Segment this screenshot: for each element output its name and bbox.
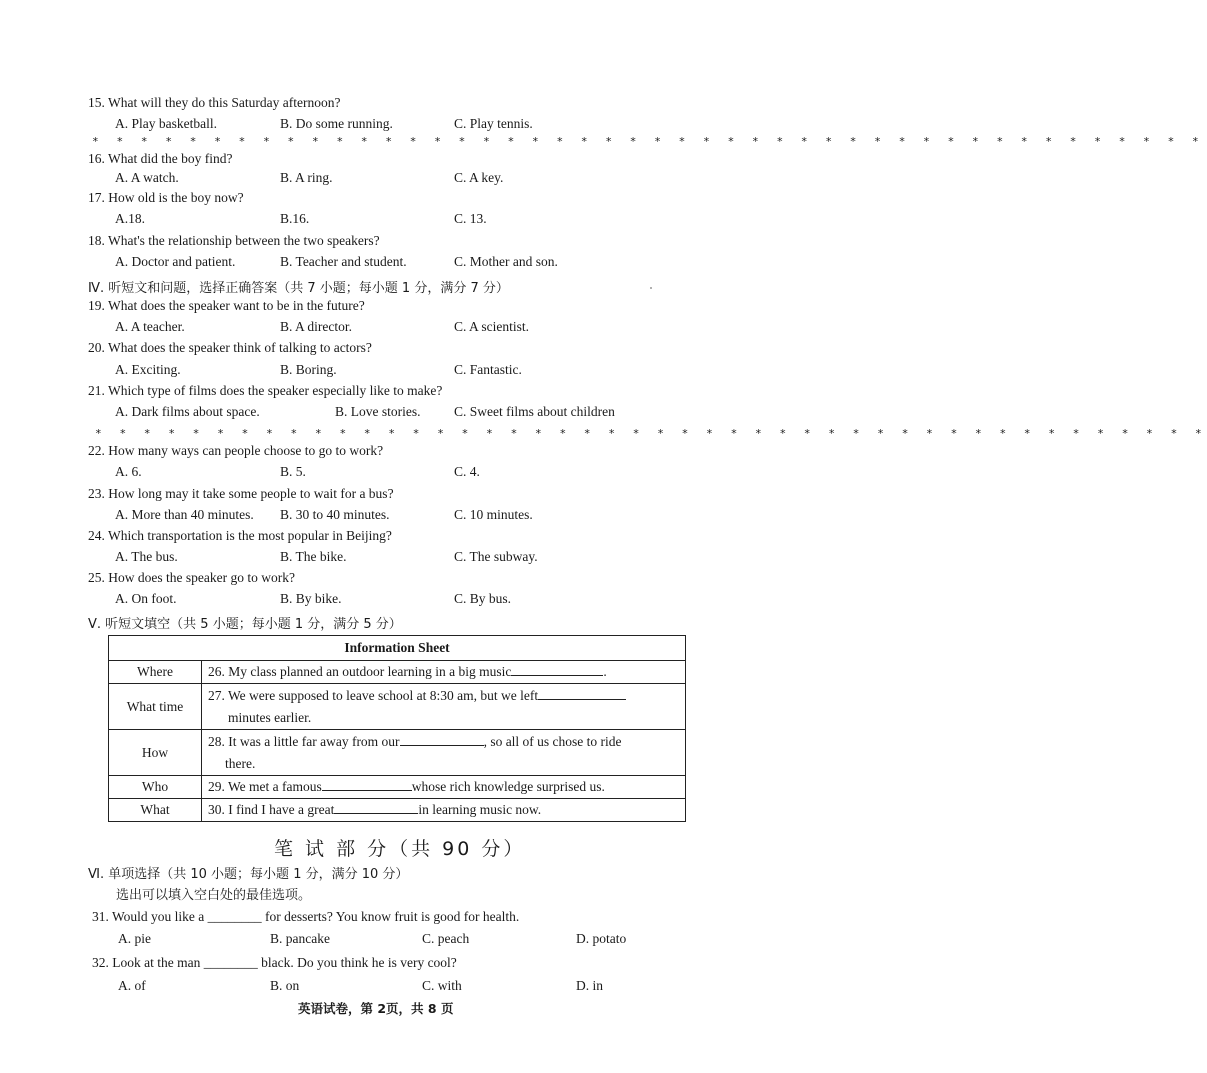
q31-option-b: B. pancake — [270, 931, 330, 946]
question-25: 25. How does the speaker go to work? — [88, 570, 295, 585]
q25-option-a: A. On foot. — [115, 591, 177, 606]
row-label-where: Where — [109, 661, 202, 684]
q32-option-c: C. with — [422, 978, 462, 993]
question-16: 16. What did the boy find? — [88, 151, 233, 166]
q26-text-end: . — [603, 664, 607, 679]
q16-option-c: C. A key. — [454, 170, 504, 185]
question-22: 22. How many ways can people choose to go to work? — [88, 443, 384, 458]
q17-option-b: B.16. — [280, 211, 310, 226]
row-label-who: Who — [109, 776, 202, 799]
q28-text: 28. It was a little far away from our — [208, 733, 400, 749]
q15-option-b: B. Do some running. — [280, 116, 393, 131]
q26-text: 26. My class planned an outdoor learning in a big music — [208, 664, 512, 679]
q32-option-d: D. in — [576, 978, 603, 993]
q26-blank[interactable] — [511, 661, 603, 676]
q15-option-a: A. Play basketball. — [115, 116, 217, 131]
q32-option-a: A. of — [118, 978, 146, 993]
q30-text: 30. I find I have a great — [208, 802, 335, 817]
row-label-how: How — [109, 730, 202, 776]
q19-option-a: A. A teacher. — [115, 319, 185, 334]
row-26-text — [202, 661, 686, 684]
q29-blank[interactable] — [322, 776, 412, 791]
q18-option-a: A. Doctor and patient. — [115, 254, 236, 269]
q20-option-c: C. Fantastic. — [454, 362, 522, 377]
q18-option-b: B. Teacher and student. — [280, 254, 407, 269]
q16-option-a: A. A watch. — [115, 170, 179, 185]
q31-option-c: C. peach — [422, 931, 470, 946]
information-sheet-title: Information Sheet — [109, 636, 686, 661]
q21-option-a: A. Dark films about space. — [115, 404, 260, 419]
q24-option-b: B. The bike. — [280, 549, 347, 564]
question-18: 18. What's the relationship between the two speakers? — [88, 233, 380, 248]
question-21: 21. Which type of films does the speaker especially like to make? — [88, 383, 443, 398]
scan-speck — [650, 287, 652, 289]
q30-blank[interactable] — [334, 799, 418, 814]
q19-option-c: C. A scientist. — [454, 319, 530, 334]
q31-option-a: A. pie — [118, 931, 151, 946]
q20-option-b: B. Boring. — [280, 362, 337, 377]
q17-option-c: C. 13. — [454, 211, 487, 226]
q15-option-c: C. Play tennis. — [454, 116, 533, 131]
q22-option-c: C. 4. — [454, 464, 480, 479]
q23-option-c: C. 10 minutes. — [454, 507, 533, 522]
written-part-title: 笔 试 部 分（共 90 分） — [274, 838, 526, 860]
q22-option-b: B. 5. — [280, 464, 306, 479]
question-20: 20. What does the speaker think of talking to actors? — [88, 340, 372, 355]
q19-option-b: B. A director. — [280, 319, 352, 334]
q27-text: 27. We were supposed to leave school at 8:30 am, but we left — [208, 687, 539, 703]
q17-option-a: A.18. — [115, 211, 145, 226]
star-divider-2: * * * * * * * * * * * * * * * * * * * * * * * * * * * * * * * * * * * * * * * * * * * * * * — [95, 427, 1207, 440]
q27-blank[interactable] — [538, 685, 626, 700]
row-29-text — [202, 776, 686, 799]
row-30-text — [202, 799, 686, 822]
q21-option-c: C. Sweet films about children — [454, 404, 615, 419]
q32-option-b: B. on — [270, 978, 300, 993]
question-17: 17. How old is the boy now? — [88, 190, 244, 205]
q27-text-end: minutes earlier. — [228, 709, 312, 725]
section-6-instructions: 选出可以填入空白处的最佳选项。 — [116, 888, 312, 903]
q29-text: 29. We met a famous — [208, 779, 322, 794]
question-19: 19. What does the speaker want to be in the future? — [88, 298, 365, 313]
q28-text-end: there. — [225, 755, 256, 771]
question-23: 23. How long may it take some people to wait for a bus? — [88, 486, 394, 501]
row-27-text — [202, 684, 686, 730]
information-sheet-table — [108, 635, 686, 822]
row-label-what: What — [109, 799, 202, 822]
section-5-heading: Ⅴ. 听短文填空（共 5 小题；每小题 1 分，满分 5 分） — [88, 617, 402, 632]
section-4-heading: Ⅳ. 听短文和问题，选择正确答案（共 7 小题；每小题 1 分，满分 7 分） — [88, 281, 509, 296]
q23-option-b: B. 30 to 40 minutes. — [280, 507, 390, 522]
q20-option-a: A. Exciting. — [115, 362, 181, 377]
q29-text-end: whose rich knowledge surprised us. — [411, 779, 605, 794]
q24-option-c: C. The subway. — [454, 549, 538, 564]
q22-option-a: A. 6. — [115, 464, 142, 479]
q28-blank[interactable] — [400, 731, 484, 746]
q30-text-end: in learning music now. — [418, 802, 542, 817]
question-32: 32. Look at the man ________ black. Do you think he is very cool? — [92, 955, 457, 970]
q23-option-a: A. More than 40 minutes. — [115, 507, 254, 522]
q31-option-d: D. potato — [576, 931, 627, 946]
q28-text-mid: , so all of us chose to ride — [483, 733, 622, 749]
row-label-what-time: What time — [109, 684, 202, 730]
q25-option-c: C. By bus. — [454, 591, 512, 606]
q16-option-b: B. A ring. — [280, 170, 333, 185]
question-31: 31. Would you like a ________ for desserts? You know fruit is good for health. — [92, 909, 520, 924]
q25-option-b: B. By bike. — [280, 591, 342, 606]
q21-option-b: B. Love stories. — [335, 404, 421, 419]
question-15: 15. What will they do this Saturday afternoon? — [88, 95, 341, 110]
section-6-heading: Ⅵ. 单项选择（共 10 小题；每小题 1 分，满分 10 分） — [88, 867, 409, 882]
question-24: 24. Which transportation is the most popular in Beijing? — [88, 528, 392, 543]
row-28-text — [202, 730, 686, 776]
star-divider-1: * * * * * * * * * * * * * * * * * * * * * * * * * * * * * * * * * * * * * * * * * * * * * * — [92, 135, 1205, 148]
q24-option-a: A. The bus. — [115, 549, 178, 564]
page-footer: 英语试卷，第 2页，共 8 页 — [298, 1001, 454, 1016]
q18-option-c: C. Mother and son. — [454, 254, 558, 269]
